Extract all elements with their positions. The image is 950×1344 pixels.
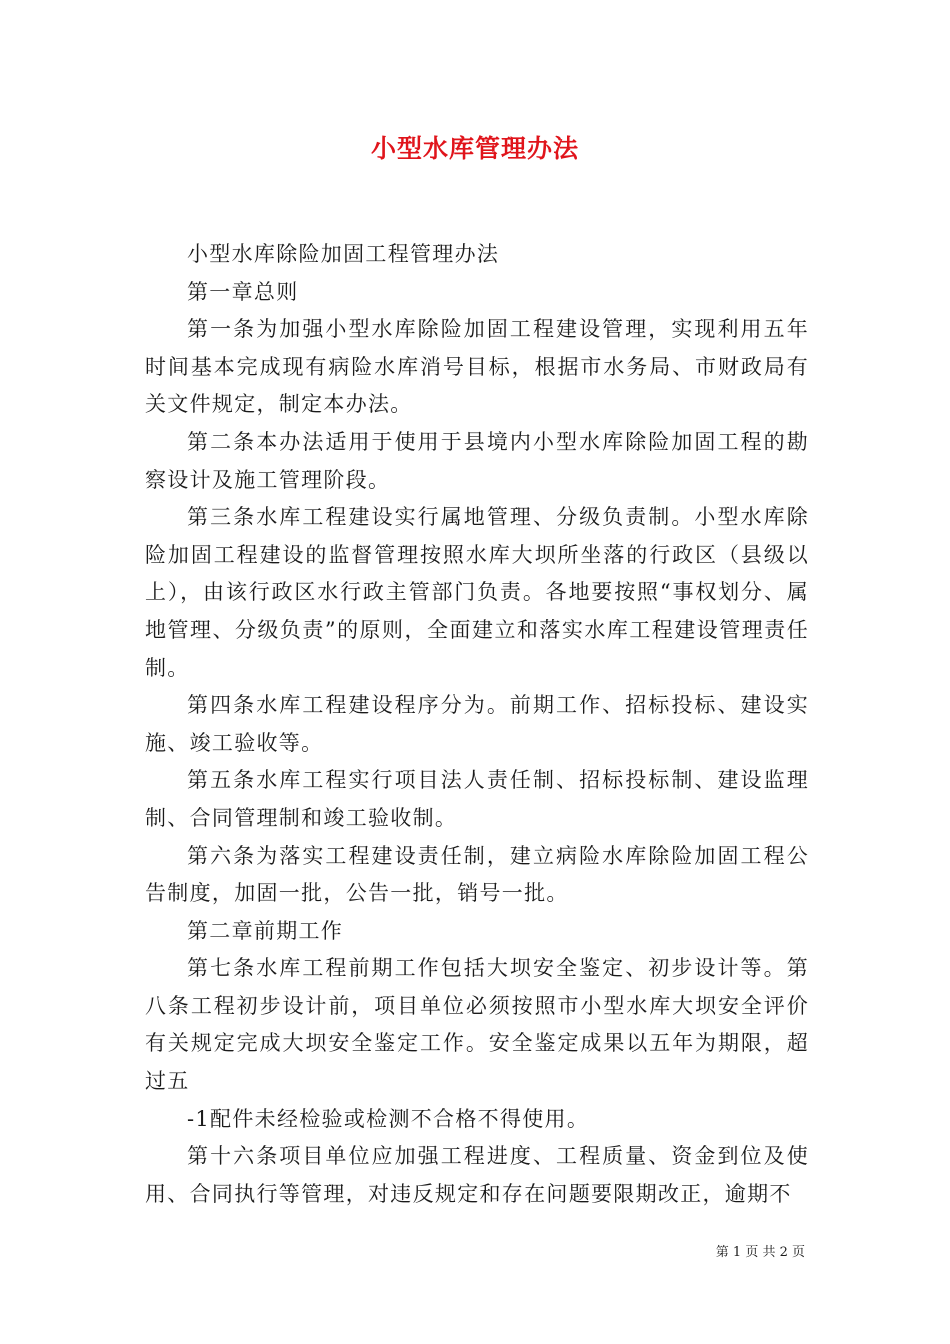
paragraph: 第六条为落实工程建设责任制，建立病险水库除险加固工程公告制度，加固一批，公告一批，销号一批。: [145, 843, 809, 906]
paragraph: 第一条为加强小型水库除险加固工程建设管理，实现利用五年时间基本完成现有病险水库消号目标，根据市水务局、市财政局有关文件规定，制定本办法。: [145, 317, 809, 417]
paragraph: 小型水库除险加固工程管理办法: [187, 242, 500, 266]
paragraph: 第四条水库工程建设程序分为。前期工作、招标投标、建设实施、竣工验收等。: [145, 693, 809, 755]
paragraph: 第三条水库工程建设实行属地管理、分级负责制。小型水库除险加固工程建设的监督管理按照水库大坝所坐落的行政区（县级以上），由该行政区水行政主管部门负责。各地要按照“事权划分、属地管理、分级负责”的原则，全面建立和落实水库工程建设管理责任制。: [145, 505, 809, 680]
document-body: [145, 236, 809, 1213]
paragraph: 第二章前期工作: [187, 918, 344, 943]
paragraph: 第七条水库工程前期工作包括大坝安全鉴定、初步设计等。第八条工程初步设计前，项目单位必须按照市小型水库大坝安全评价有关规定完成大坝安全鉴定工作。安全鉴定成果以五年为期限，超过五: [145, 956, 809, 1094]
paragraph: 第一章总则: [187, 279, 299, 304]
paragraph: 第十六条项目单位应加强工程进度、工程质量、资金到位及使用、合同执行等管理，对违反规定和存在问题要限期改正，逾期不: [145, 1144, 809, 1206]
paragraph: 第二条本办法适用于使用于县境内小型水库除险加固工程的勘察设计及施工管理阶段。: [145, 429, 809, 492]
page-number: 第 1 页 共 2 页: [715, 1245, 805, 1260]
paragraph: -1配件未经检验或检测不合格不得使用。: [187, 1106, 590, 1131]
document-title: 小型水库管理办法: [370, 134, 579, 163]
paragraph: 第五条水库工程实行项目法人责任制、招标投标制、建设监理制、合同管理制和竣工验收制。: [145, 768, 809, 830]
